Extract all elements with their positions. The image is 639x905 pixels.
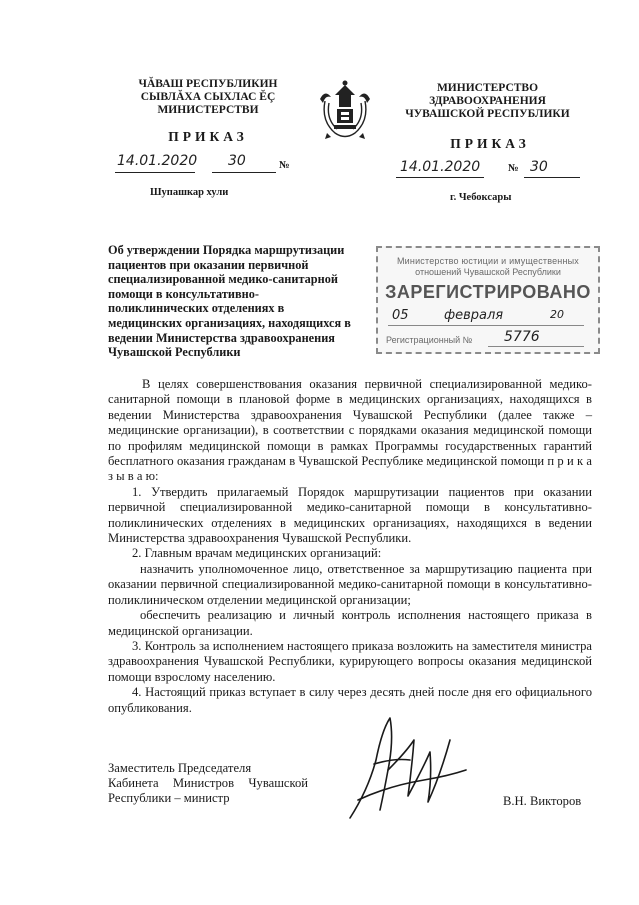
stamp-date-underline <box>388 325 584 326</box>
signer-title-line-3: Республики – министр <box>108 791 230 805</box>
document-subject: Об утверждении Порядка маршрутизации пациентов при оказании первичной специализированной медико-санитарной помощи в консультативно-поликлинических отделениях в медицинских организациях, находящихся в ведении Министерства здравоохранения Чувашской Республики <box>108 243 351 360</box>
right-header <box>395 82 580 121</box>
stamp-year: 20 <box>550 308 564 321</box>
handwritten-signature <box>328 700 478 830</box>
stamp-day: 05 <box>392 308 409 323</box>
left-header <box>118 78 298 117</box>
signer-title <box>108 761 308 806</box>
left-city: Шупашкар хули <box>150 187 229 198</box>
right-header-line-1: МИНИСТЕРСТВО <box>436 82 539 94</box>
stamp-reg-underline <box>488 346 584 347</box>
stamp-title: ЗАРЕГИСТРИРОВАНО <box>385 282 591 302</box>
document-body <box>108 377 592 716</box>
right-number-sign: № <box>508 163 519 174</box>
right-number: 30 <box>530 159 548 175</box>
stamp-line-2: отношений Чувашской Республики <box>415 267 561 277</box>
stamp-reg-label: Регистрационный № <box>386 335 473 345</box>
body-paragraph-4: 4. Настоящий приказ вступает в силу через десять дней после дня его официального опубликования. <box>108 685 592 715</box>
body-paragraph-1: 1. Утвердить прилагаемый Порядок маршрутизации пациентов при оказании первичной специализированной медико-санитарной помощи в консультативно-поликлинических отделениях в медицинских организациях, находящихся в ведении Министерства здравоохранения Чувашской Республики. <box>108 484 592 546</box>
left-number: 30 <box>228 153 246 169</box>
coat-of-arms-icon <box>315 77 375 143</box>
body-paragraph-3: 3. Контроль за исполнением настоящего приказа возложить на заместителя министра здравоохранения Чувашской Республики, курирующего вопросы оказания медицинской помощи взрослому населению. <box>108 638 592 684</box>
body-paragraph-intro: В целях совершенствования оказания первичной специализированной медико-санитарной помощи в плановой форме в медицинских организациях, находящихся в ведении Министерства здравоохранения Чувашской Республики (далее также – медицинские организации), в соответствии с порядками оказания медицинской помощи по профилям медицинской помощи в рамках Программы государственных гарантий бесплатного оказания гражданам в Чувашской Республике медицинской помощи п р и к а з ы в а ю: <box>108 377 592 484</box>
right-date: 14.01.2020 <box>400 159 481 175</box>
stamp-line-1: Министерство юстиции и имущественных <box>396 256 580 266</box>
left-number-sign: № <box>279 160 290 171</box>
registration-stamp <box>376 246 600 354</box>
signer-title-line-2: Кабинета Министров Чувашской <box>108 776 308 790</box>
left-header-line-2: СЫВЛĂХА СЫХЛАС ĔÇ <box>140 91 276 103</box>
body-paragraph-2b: обеспечить реализацию и личный контроль исполнения настоящего приказа в медицинской организации. <box>108 608 592 638</box>
stamp-reg-number: 5776 <box>504 329 540 345</box>
right-header-line-2: ЗДРАВООХРАНЕНИЯ <box>429 95 546 107</box>
right-city: г. Чебоксары <box>450 192 512 203</box>
right-number-underline <box>524 177 580 178</box>
right-date-underline <box>396 177 484 178</box>
body-paragraph-2: 2. Главным врачам медицинских организаций: <box>132 546 382 561</box>
left-date-underline <box>115 172 195 173</box>
left-header-line-3: МИНИСТЕРСТВИ <box>157 104 259 116</box>
signer-name: В.Н. Викторов <box>503 794 582 808</box>
body-paragraph-2a: назначить уполномоченное лицо, ответственное за маршрутизацию пациента при оказании первичной специализированной медико-санитарной помощи в консультативно-поликлиническом отделении медицинской организации; <box>108 561 592 607</box>
left-date: 14.01.2020 <box>117 153 198 169</box>
right-prikaz-title: ПРИКАЗ <box>450 136 530 151</box>
left-prikaz-title: ПРИКАЗ <box>168 129 248 144</box>
signer-title-line-1: Заместитель Председателя <box>108 761 252 775</box>
left-header-line-1: ЧĂВАШ РЕСПУБЛИКИН <box>138 78 278 90</box>
stamp-month: февраля <box>444 308 504 323</box>
right-header-line-3: ЧУВАШСКОЙ РЕСПУБЛИКИ <box>405 108 570 120</box>
left-number-underline <box>212 172 276 173</box>
